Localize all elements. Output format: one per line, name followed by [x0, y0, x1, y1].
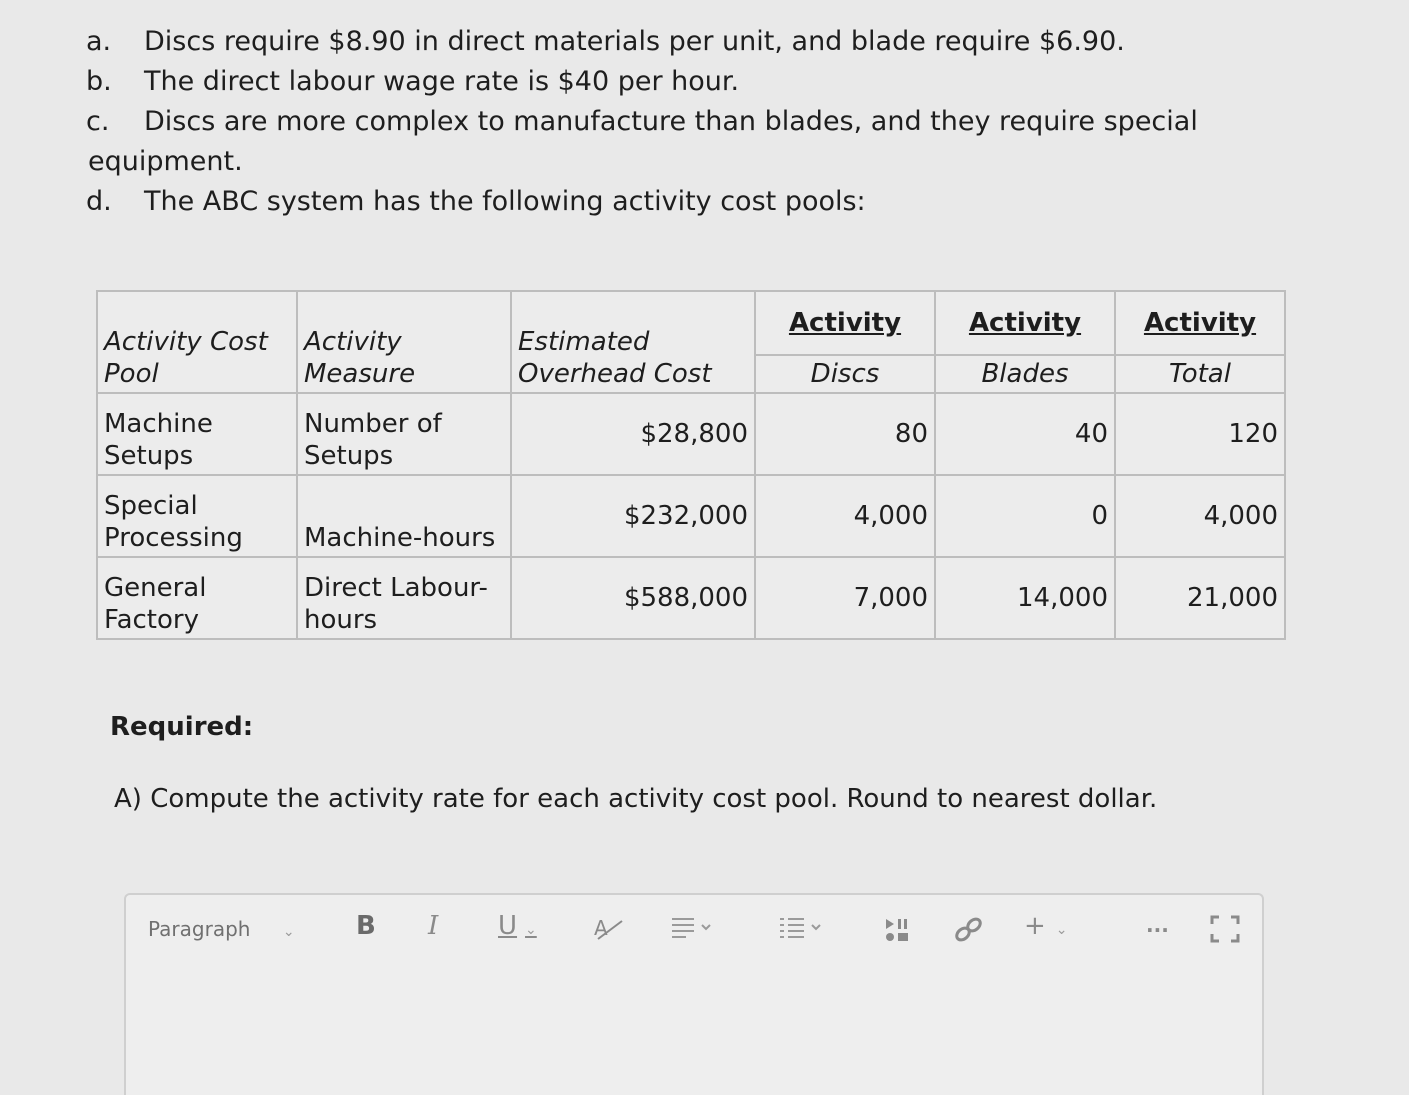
instruction-c-continued: equipment. — [88, 146, 243, 177]
table-row — [97, 475, 1285, 557]
bulleted-list-icon — [778, 915, 824, 941]
question-a: A) Compute the activity rate for each activity cost pool. Round to nearest dollar. — [114, 784, 1158, 814]
cell-discs: 80 — [755, 393, 935, 475]
cell-cost: $588,000 — [511, 557, 755, 639]
link-icon — [952, 915, 986, 945]
more-options-button[interactable]: ... — [1146, 913, 1169, 937]
header-activity-discs-title: Activity — [755, 291, 935, 355]
instruction-a: a. Discs require $8.90 in direct materials per unit, and blade require $6.90. — [86, 26, 1125, 57]
cell-cost: $28,800 — [511, 393, 755, 475]
header-estimated-overhead-cost: Estimated Overhead Cost — [511, 291, 755, 393]
cell-pool: Machine Setups — [97, 393, 297, 475]
media-button[interactable] — [882, 915, 912, 951]
table-row — [97, 393, 1285, 475]
text-color-button[interactable] — [592, 913, 626, 949]
instruction-d: d. The ABC system has the following activity cost pools: — [86, 186, 866, 217]
cell-cost: $232,000 — [511, 475, 755, 557]
cell-total: 4,000 — [1115, 475, 1285, 557]
instructions-list — [86, 22, 1286, 222]
header-blades: Blades — [935, 355, 1115, 393]
cell-blades: 0 — [935, 475, 1115, 557]
align-button[interactable] — [670, 915, 714, 947]
header-activity-blades-title: Activity — [935, 291, 1115, 355]
instruction-b: b. The direct labour wage rate is $40 per hour. — [86, 66, 740, 97]
chevron-down-icon: ⌄ — [282, 924, 295, 940]
required-heading: Required: — [110, 712, 254, 742]
cell-measure: Number of Setups — [297, 393, 511, 475]
font-color-icon — [592, 913, 626, 943]
instruction-c: c. Discs are more complex to manufacture than blades, and they require special — [86, 106, 1198, 137]
header-discs: Discs — [755, 355, 935, 393]
cell-total: 21,000 — [1115, 557, 1285, 639]
cell-blades: 40 — [935, 393, 1115, 475]
chevron-down-icon: ⌄ — [1055, 922, 1068, 938]
cell-blades: 14,000 — [935, 557, 1115, 639]
cell-measure: Machine-hours — [297, 475, 511, 557]
activity-cost-pools-table — [96, 290, 1286, 640]
cell-measure: Direct Labour-hours — [297, 557, 511, 639]
expand-icon — [1210, 915, 1240, 943]
paragraph-style-dropdown[interactable]: Paragraph ⌄ — [148, 917, 295, 941]
insert-button[interactable] — [1024, 911, 1068, 941]
header-total: Total — [1115, 355, 1285, 393]
rich-text-editor[interactable] — [124, 893, 1264, 1095]
cell-discs: 4,000 — [755, 475, 935, 557]
plus-icon: + — [1024, 911, 1046, 941]
header-activity-cost-pool: Activity Cost Pool — [97, 291, 297, 393]
list-button[interactable] — [778, 915, 824, 947]
cell-total: 120 — [1115, 393, 1285, 475]
table-header-row-1 — [97, 291, 1285, 355]
bold-button[interactable]: B — [356, 911, 376, 941]
media-icon — [882, 915, 912, 945]
align-left-icon — [670, 915, 714, 941]
fullscreen-button[interactable] — [1210, 915, 1240, 949]
link-button[interactable] — [952, 915, 986, 951]
header-activity-measure: Activity Measure — [297, 291, 511, 393]
chevron-down-icon: ⌄ — [525, 922, 537, 938]
table-row — [97, 557, 1285, 639]
header-activity-total-title: Activity — [1115, 291, 1285, 355]
underline-button[interactable]: U ⌄ — [498, 911, 537, 941]
cell-pool: General Factory — [97, 557, 297, 639]
italic-button[interactable]: I — [428, 911, 439, 941]
cell-pool: Special Processing — [97, 475, 297, 557]
svg-text:A: A — [594, 916, 608, 940]
editor-toolbar — [126, 895, 1262, 963]
cell-discs: 7,000 — [755, 557, 935, 639]
